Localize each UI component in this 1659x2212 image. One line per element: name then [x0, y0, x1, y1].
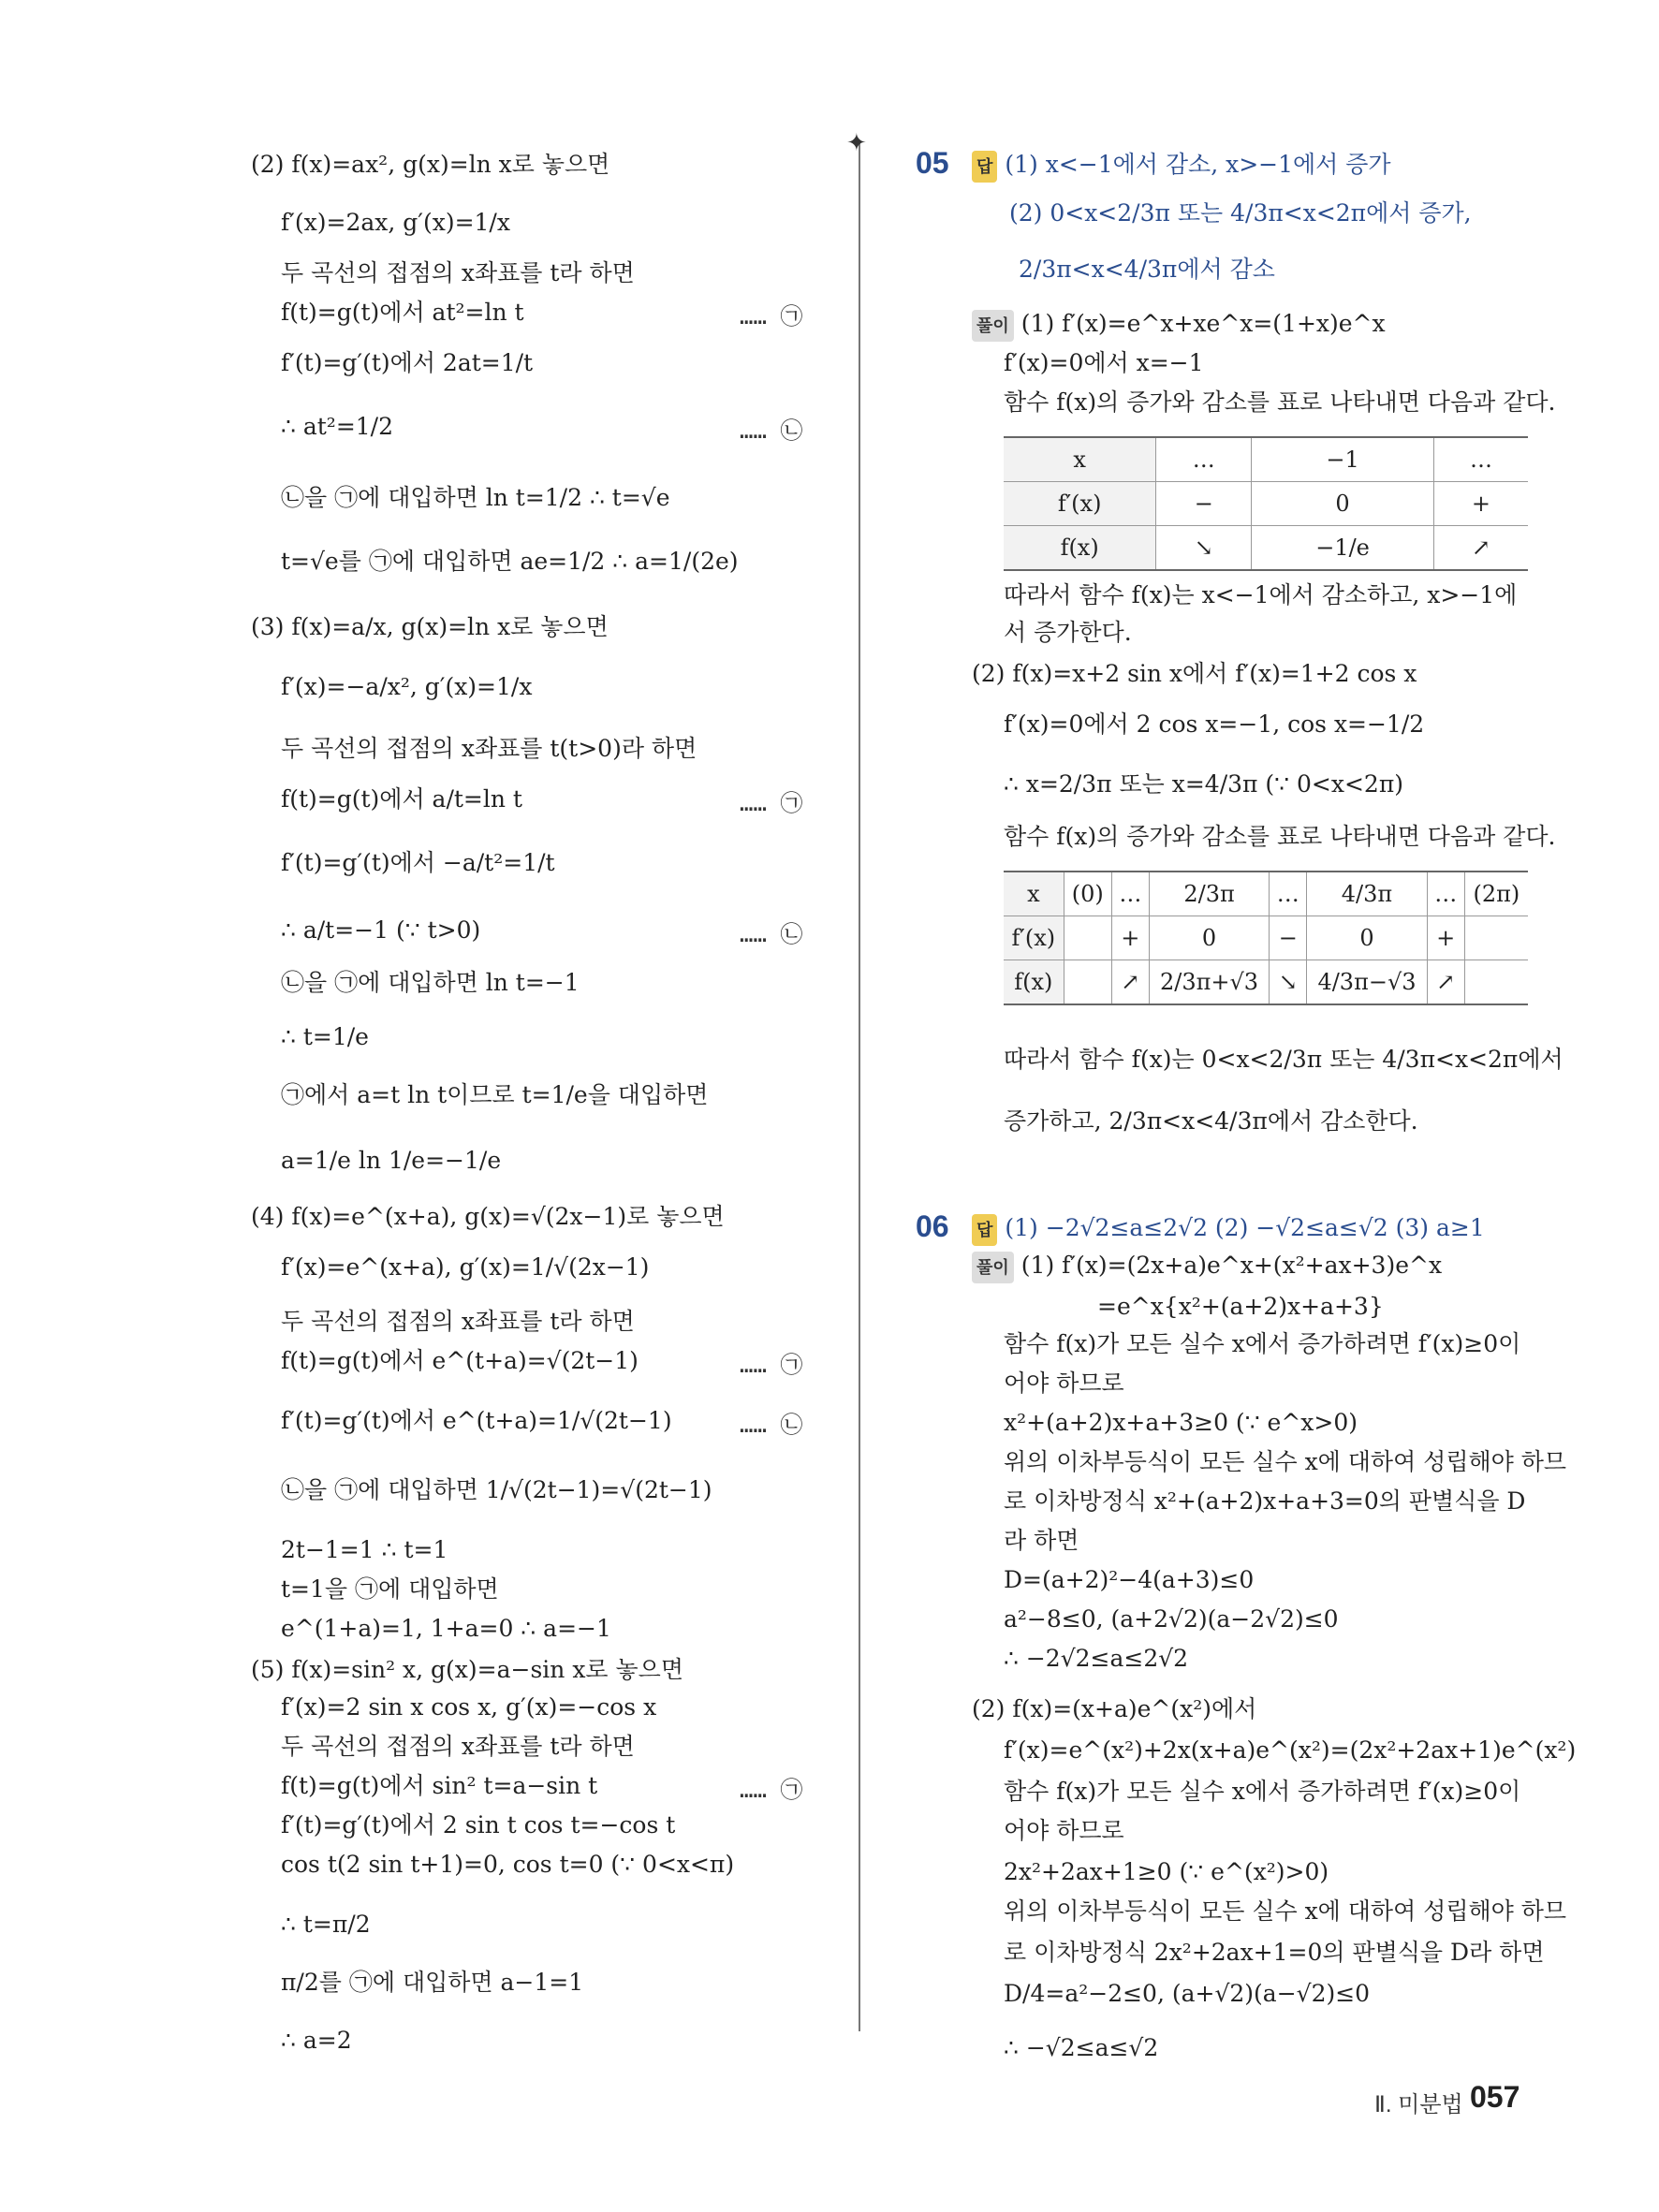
solution-05-after-2: 서 증가한다.: [1004, 619, 1132, 646]
left-line: (3) f(x)=a/x, g(x)=ln x로 놓으면: [251, 613, 609, 640]
table-cell: ↗: [1111, 960, 1149, 1005]
table-cell: …: [1427, 872, 1464, 916]
table-cell: −: [1156, 482, 1252, 526]
equation-tag: …… ㉠: [740, 790, 803, 816]
solution-06-line: 로 이차방정식 2x²+2ax+1=0의 판별식을 D라 하면: [1004, 1939, 1545, 1966]
table-cell: 0: [1252, 482, 1434, 526]
table-cell: ↗: [1433, 526, 1528, 571]
table-cell: [1464, 960, 1528, 1005]
solution-05-after-1: 따라서 함수 f(x)는 x<−1에서 감소하고, x>−1에: [1004, 581, 1518, 608]
solution-06-line: x²+(a+2)x+a+3≥0 (∵ e^x>0): [1004, 1409, 1358, 1436]
equation-tag: …… ㉠: [740, 1777, 803, 1803]
left-line: f(t)=g(t)에서 sin² t=a−sin t: [281, 1772, 598, 1799]
table-cell: f(x): [1004, 960, 1064, 1005]
solution-06-line: D/4=a²−2≤0, (a+√2)(a−√2)≤0: [1004, 1980, 1371, 2007]
left-line: f′(x)=2ax, g′(x)=1/x: [281, 209, 510, 236]
left-line: cos t(2 sin t+1)=0, cos t=0 (∵ 0<x<π): [281, 1851, 735, 1878]
left-line: f′(t)=g′(t)에서 −a/t²=1/t: [281, 849, 555, 876]
answer-badge: 답: [972, 1214, 997, 1246]
left-line: f(t)=g(t)에서 e^(t+a)=√(2t−1): [281, 1347, 639, 1374]
solution-06-line: f′(x)=e^(x²)+2x(x+a)e^(x²)=(2x²+2ax+1)e^(x²): [1004, 1736, 1577, 1764]
solution-06-line: a²−8≤0, (a+2√2)(a−2√2)≤0: [1004, 1605, 1339, 1633]
table-row: [1004, 437, 1528, 482]
table-cell: ↗: [1427, 960, 1464, 1005]
table-cell: (0): [1064, 872, 1111, 916]
increase-decrease-table-2: [1004, 871, 1528, 1005]
answer-line-05-2: (2) 0<x<2/3π 또는 4/3π<x<2π에서 증가,: [1009, 199, 1472, 227]
left-line: e^(1+a)=1, 1+a=0 ∴ a=−1: [281, 1615, 611, 1642]
table-row: [1004, 916, 1528, 960]
solution-06-line: 위의 이차부등식이 모든 실수 x에 대하여 성립해야 하므: [1004, 1897, 1567, 1925]
question-number-05: 05: [916, 146, 949, 180]
table-cell: …: [1111, 872, 1149, 916]
answer-badge: 답: [972, 151, 997, 183]
equation-tag: …… ㉠: [740, 1352, 803, 1378]
table-cell: …: [1156, 437, 1252, 482]
table-row: [1004, 960, 1528, 1005]
left-line: ∴ a=2: [281, 2027, 352, 2054]
left-line: ㉠에서 a=t ln t이므로 t=1/e을 대입하면: [281, 1081, 709, 1108]
solution-05-part2-after-2: 증가하고, 2/3π<x<4/3π에서 감소한다.: [1004, 1107, 1418, 1135]
solution-06-line: 라 하면: [1004, 1527, 1079, 1554]
solution-05-line-2: f′(x)=0에서 x=−1: [1004, 349, 1204, 376]
table-cell: +: [1427, 916, 1464, 960]
left-line: a=1/e ln 1/e=−1/e: [281, 1147, 502, 1174]
table-cell: −1/e: [1252, 526, 1434, 571]
table-cell: [1064, 916, 1111, 960]
table-cell: 4/3π−√3: [1307, 960, 1427, 1005]
left-line: f′(t)=g′(t)에서 2 sin t cos t=−cos t: [281, 1811, 676, 1838]
divider-ornament-icon: ✦: [846, 129, 867, 157]
solution-06-line: 위의 이차부등식이 모든 실수 x에 대하여 성립해야 하므: [1004, 1448, 1567, 1475]
left-line: ∴ a/t=−1 (∵ t>0): [281, 916, 481, 944]
table-row: [1004, 526, 1528, 571]
page-number: 057: [1470, 2080, 1520, 2114]
left-line: 두 곡선의 접점의 x좌표를 t라 하면: [281, 1733, 635, 1760]
solution-06-line: 함수 f(x)가 모든 실수 x에서 증가하려면 f′(x)≥0이: [1004, 1330, 1521, 1357]
table-cell: x: [1004, 437, 1156, 482]
footer-section-label: Ⅱ. 미분법: [1374, 2092, 1463, 2117]
table-cell: 2/3π: [1149, 872, 1269, 916]
table-cell: 0: [1149, 916, 1269, 960]
left-line: f′(x)=−a/x², g′(x)=1/x: [281, 673, 533, 700]
left-line: 2t−1=1 ∴ t=1: [281, 1536, 448, 1563]
answer-line-06: 답 (1) −2√2≤a≤2√2 (2) −√2≤a≤√2 (3) a≥1: [972, 1213, 1485, 1246]
left-line: f(t)=g(t)에서 at²=ln t: [281, 299, 524, 326]
solution-06-line: =e^x{x²+(a+2)x+a+3}: [1097, 1293, 1384, 1320]
solution-05-part2-4: 함수 f(x)의 증가와 감소를 표로 나타내면 다음과 같다.: [1004, 823, 1556, 850]
solution-06-line: ∴ −2√2≤a≤2√2: [1004, 1645, 1189, 1672]
table-cell: x: [1004, 872, 1064, 916]
equation-tag: …… ㉡: [740, 417, 803, 444]
left-line: (5) f(x)=sin² x, g(x)=a−sin x로 놓으면: [251, 1656, 683, 1683]
table-cell: +: [1111, 916, 1149, 960]
solution-06-line: (2) f(x)=(x+a)e^(x²)에서: [972, 1695, 1257, 1722]
left-line: ∴ t=1/e: [281, 1023, 369, 1050]
equation-tag: …… ㉡: [740, 1412, 803, 1438]
answer-line-05-3: 2/3π<x<4/3π에서 감소: [1019, 256, 1275, 283]
table-cell: f′(x): [1004, 916, 1064, 960]
solution-06-line: 어야 하므로: [1004, 1817, 1124, 1844]
question-number-06: 06: [916, 1209, 949, 1243]
left-line: 두 곡선의 접점의 x좌표를 t(t>0)라 하면: [281, 735, 697, 762]
table-cell: 2/3π+√3: [1149, 960, 1269, 1005]
table-cell: −1: [1252, 437, 1434, 482]
answer-line-05-1: 답 (1) x<−1에서 감소, x>−1에서 증가: [972, 150, 1391, 183]
left-line: f(t)=g(t)에서 a/t=ln t: [281, 785, 522, 813]
solution-05-part2-after-1: 따라서 함수 f(x)는 0<x<2/3π 또는 4/3π<x<2π에서: [1004, 1046, 1564, 1073]
table-cell: −: [1270, 916, 1307, 960]
left-line: f′(x)=2 sin x cos x, g′(x)=−cos x: [281, 1693, 657, 1721]
table-cell: ↘: [1156, 526, 1252, 571]
table-cell: +: [1433, 482, 1528, 526]
solution-05-line-1: 풀이 (1) f′(x)=e^x+xe^x=(1+x)e^x: [972, 309, 1386, 342]
left-line: (4) f(x)=e^(x+a), g(x)=√(2x−1)로 놓으면: [251, 1203, 725, 1230]
table-cell: [1064, 960, 1111, 1005]
left-line: f′(t)=g′(t)에서 e^(t+a)=1/√(2t−1): [281, 1407, 672, 1434]
solution-05-line-3: 함수 f(x)의 증가와 감소를 표로 나타내면 다음과 같다.: [1004, 388, 1556, 416]
solution-05-part2-1: (2) f(x)=x+2 sin x에서 f′(x)=1+2 cos x: [972, 660, 1417, 687]
table-cell: 4/3π: [1307, 872, 1427, 916]
solution-badge: 풀이: [972, 1252, 1014, 1283]
column-divider: [859, 140, 860, 2031]
solution-06-line: ∴ −√2≤a≤√2: [1004, 2034, 1159, 2061]
table-cell: [1464, 916, 1528, 960]
left-line: 두 곡선의 접점의 x좌표를 t라 하면: [281, 1308, 635, 1335]
left-line: (2) f(x)=ax², g(x)=ln x로 놓으면: [251, 151, 610, 178]
solution-06-line: 어야 하므로: [1004, 1370, 1124, 1397]
table-cell: f(x): [1004, 526, 1156, 571]
table-cell: ↘: [1270, 960, 1307, 1005]
left-line: ㉡을 ㉠에 대입하면 1/√(2t−1)=√(2t−1): [281, 1476, 712, 1503]
left-line: ∴ at²=1/2: [281, 413, 394, 440]
solution-06-line: 로 이차방정식 x²+(a+2)x+a+3=0의 판별식을 D: [1004, 1487, 1526, 1515]
left-line: f′(x)=e^(x+a), g′(x)=1/√(2x−1): [281, 1253, 650, 1281]
solution-05-part2-2: f′(x)=0에서 2 cos x=−1, cos x=−1/2: [1004, 710, 1425, 738]
table-cell: …: [1433, 437, 1528, 482]
left-line: ㉡을 ㉠에 대입하면 ln t=−1: [281, 969, 580, 996]
left-line: 두 곡선의 접점의 x좌표를 t라 하면: [281, 259, 635, 286]
left-line: t=1을 ㉠에 대입하면: [281, 1575, 499, 1603]
solution-06-line: D=(a+2)²−4(a+3)≤0: [1004, 1566, 1255, 1593]
equation-tag: …… ㉡: [740, 921, 803, 947]
left-line: π/2를 ㉠에 대입하면 a−1=1: [281, 1969, 584, 1996]
increase-decrease-table-1: [1004, 436, 1528, 571]
solution-06-line-1: 풀이 (1) f′(x)=(2x+a)e^x+(x²+ax+3)e^x: [972, 1251, 1442, 1283]
left-line: t=√e를 ㉠에 대입하면 ae=1/2 ∴ a=1/(2e): [281, 548, 739, 575]
table-cell: f′(x): [1004, 482, 1156, 526]
left-line: f′(t)=g′(t)에서 2at=1/t: [281, 349, 534, 376]
table-cell: …: [1270, 872, 1307, 916]
table-row: [1004, 872, 1528, 916]
solution-06-line: 2x²+2ax+1≥0 (∵ e^(x²)>0): [1004, 1858, 1329, 1885]
solution-badge: 풀이: [972, 310, 1014, 342]
table-cell: (2π): [1464, 872, 1528, 916]
solution-06-line: 함수 f(x)가 모든 실수 x에서 증가하려면 f′(x)≥0이: [1004, 1778, 1521, 1805]
left-line: ㉡을 ㉠에 대입하면 ln t=1/2 ∴ t=√e: [281, 484, 670, 511]
table-cell: 0: [1307, 916, 1427, 960]
solution-05-part2-3: ∴ x=2/3π 또는 x=4/3π (∵ 0<x<2π): [1004, 770, 1404, 798]
left-line: ∴ t=π/2: [281, 1911, 371, 1938]
table-row: [1004, 482, 1528, 526]
equation-tag: …… ㉠: [740, 303, 803, 330]
